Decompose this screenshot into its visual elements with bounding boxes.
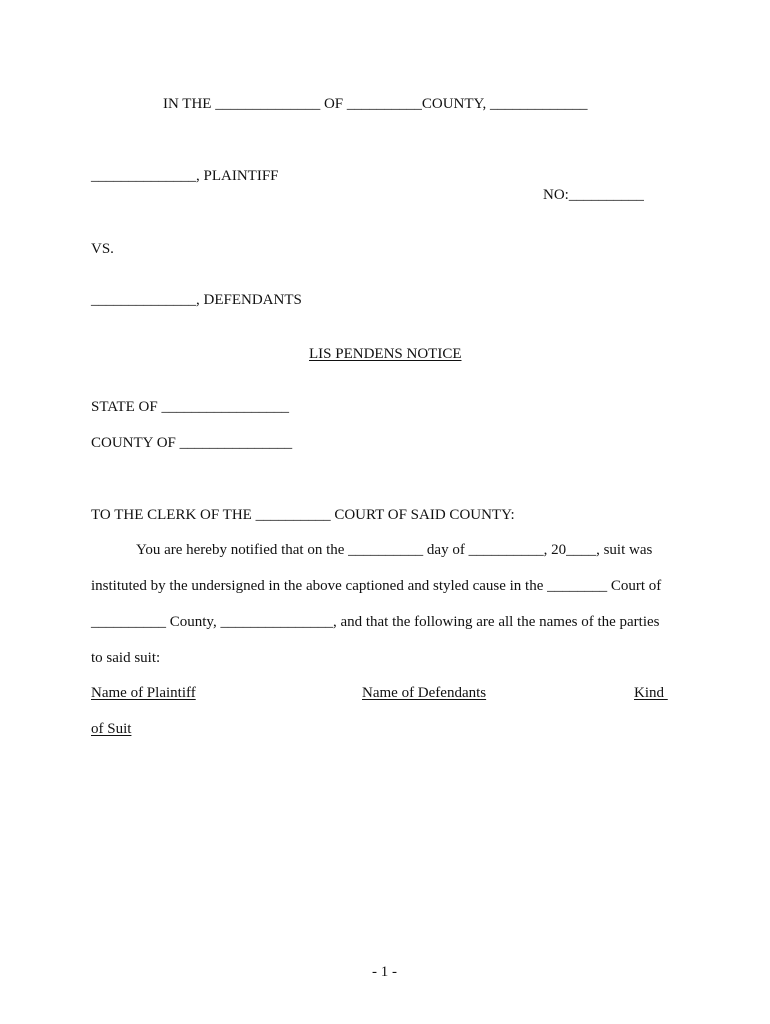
page-number: - 1 - xyxy=(372,964,397,980)
versus-label: VS. xyxy=(91,241,114,257)
notice-body-line-3: __________ County, _______________, and that the following are all the names of the parties xyxy=(91,614,660,630)
notice-body-line-2: instituted by the undersigned in the above captioned and styled cause in the ________ Court of xyxy=(91,578,662,594)
notice-body-line-4: to said suit: xyxy=(91,650,161,666)
clerk-address-line: TO THE CLERK OF THE __________ COURT OF SAID COUNTY: xyxy=(91,507,515,523)
kind-column-header-continued: of Suit xyxy=(91,721,132,737)
case-number-line: NO:__________ xyxy=(543,187,644,203)
court-caption-line: IN THE ______________ OF __________COUNTY, _____________ xyxy=(163,96,588,112)
plaintiff-column-header: Name of Plaintiff xyxy=(91,685,196,701)
county-line: COUNTY OF _______________ xyxy=(91,435,293,451)
plaintiff-line: ______________, PLAINTIFF xyxy=(91,168,279,184)
notice-body-line-1: You are hereby notified that on the __________ day of __________, 20____, suit was xyxy=(136,542,653,558)
document-title: LIS PENDENS NOTICE xyxy=(309,346,462,362)
state-line: STATE OF _________________ xyxy=(91,399,289,415)
defendants-column-header: Name of Defendants xyxy=(362,685,487,701)
kind-column-header: Kind xyxy=(634,685,668,701)
defendants-line: ______________, DEFENDANTS xyxy=(91,292,302,308)
